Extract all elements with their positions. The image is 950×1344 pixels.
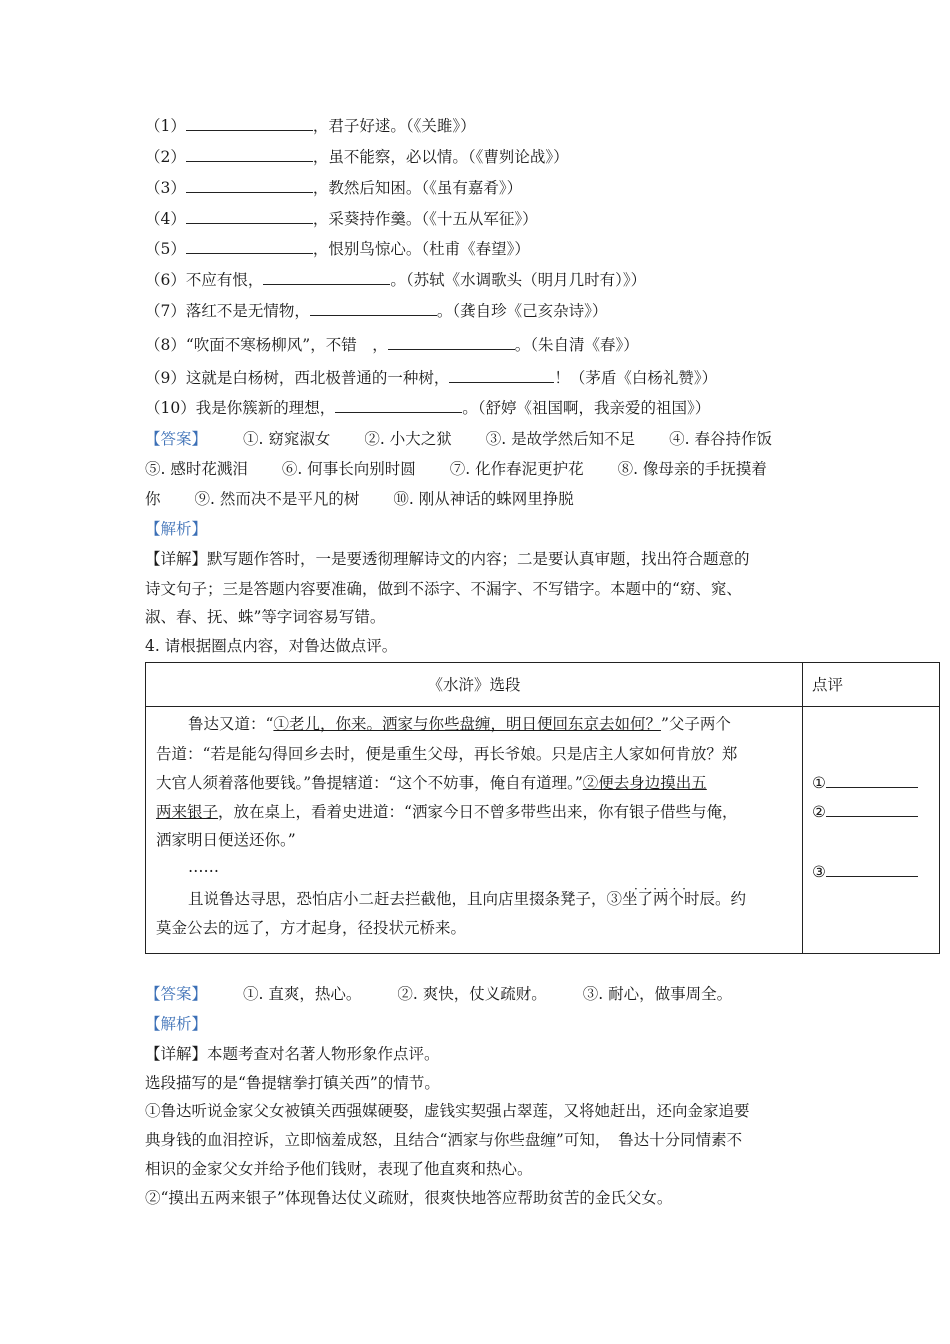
detail-q4-line-6: ②“摸出五两来银子”体现鲁达仗义疏财，很爽快地答应帮助贫苦的金氏父女。 <box>145 1189 673 1207</box>
answer-blank[interactable] <box>186 145 313 162</box>
excerpt-line-3 <box>156 772 707 794</box>
excerpt-table <box>145 662 940 954</box>
answer-item: ④. 春谷持作饭 <box>669 430 772 448</box>
answer-item: ①. 直爽，热心。 <box>243 985 362 1003</box>
table-header-comment: 点评 <box>812 676 844 694</box>
fill-item-5 <box>145 237 530 260</box>
fill-item-6 <box>145 268 646 291</box>
excerpt-text: 且说鲁达寻思，恐怕店小二赶去拦截他，且向店里掇条凳子，③ <box>188 890 623 908</box>
answer-item: ②. 爽快，仗义疏财。 <box>397 985 547 1003</box>
slot-number: ① <box>812 774 826 792</box>
item-text: ，君子好逑。（《关雎》） <box>312 117 476 135</box>
detail-q4-line-5: 相识的金家父女并给予他们钱财，表现了他直爽和热心。 <box>145 1160 533 1178</box>
answer-blank[interactable] <box>186 114 313 131</box>
table-header-divider <box>146 706 939 707</box>
table-header-excerpt: 《水浒》选段 <box>427 676 521 694</box>
answer-item: ①. 窈窕淑女 <box>243 430 331 448</box>
answer-blank[interactable] <box>263 268 390 285</box>
answer-line-3 <box>145 488 574 510</box>
analysis-tag: 【解析】 <box>145 520 208 538</box>
fill-item-3 <box>145 176 522 199</box>
item-text: （6）不应有恨， <box>145 271 264 289</box>
comment-slot-3 <box>812 862 918 881</box>
item-source: 。（龚自珍《己亥杂诗》） <box>436 302 608 320</box>
excerpt-line-6 <box>188 888 746 910</box>
dotted-phrase-3: · · 坐了两个时辰 <box>622 890 715 908</box>
answer-item: ⑦. 化作春泥更护花 <box>449 460 584 478</box>
item-text: （10）我是你簇新的理想， <box>145 399 336 417</box>
answer-line-2 <box>145 458 767 480</box>
item-number: （2） <box>145 148 186 166</box>
item-number: （4） <box>145 210 186 228</box>
item-source: 。（舒婷《祖国啊，我亲爱的祖国》） <box>462 399 711 417</box>
excerpt-line-4 <box>156 801 737 823</box>
item-number: （3） <box>145 179 186 197</box>
circled-sentence-2-cont: 两来银子 <box>156 803 219 821</box>
answer-blank[interactable] <box>449 366 554 383</box>
detail-q4-line-3: ①鲁达听说金家父女被镇关西强媒硬娶，虚钱实契强占翠莲，又将她赶出，还向金家追要 <box>145 1102 750 1120</box>
fill-item-9 <box>145 366 717 389</box>
answer-item: ②. 小大之狱 <box>364 430 452 448</box>
answer-blank[interactable] <box>186 176 313 193</box>
answer-item: ⑨. 然而决不是平凡的树 <box>194 490 360 508</box>
fill-item-1 <box>145 114 476 137</box>
item-number: （1） <box>145 117 186 135</box>
item-text: （8）“吹面不寒杨柳风”，不错 ， <box>145 336 388 354</box>
excerpt-ellipsis: …… <box>188 858 219 876</box>
detail-q4-line-2: 选段描写的是“鲁提辖拳打镇关西”的情节。 <box>145 1074 440 1092</box>
answer-item: ⑩. 刚从神话的蛛网里挣脱 <box>393 490 574 508</box>
answer-blank[interactable] <box>186 207 313 224</box>
detail-line-2: 诗文句子；三是答题内容要准确，做到不添字、不漏字、不写错字。本题中的“窈、窕、 <box>145 580 742 598</box>
item-text: （9）这就是白杨树，西北极普通的一种树， <box>145 369 450 387</box>
comment-blank[interactable] <box>826 862 918 877</box>
excerpt-text: 。约 <box>715 890 747 908</box>
excerpt-text: 鲁达又道：“ <box>188 715 274 733</box>
detail-line-3: 淑、春、抚、蛛”等字词容易写错。 <box>145 608 386 626</box>
item-text: ，恨别鸟惊心。（杜甫《春望》） <box>312 240 530 258</box>
item-number: （5） <box>145 240 186 258</box>
fill-item-8 <box>145 333 639 356</box>
excerpt-line-7: 莫金公去的远了，方才起身，径投状元桥来。 <box>156 919 467 937</box>
detail-text: 默写题作答时，一是要透彻理解诗文的内容；二是要认真审题，找出符合题意的 <box>207 550 750 568</box>
slot-number: ② <box>812 803 826 821</box>
answer-blank[interactable] <box>310 299 437 316</box>
comment-blank[interactable] <box>826 802 918 817</box>
answer-tag: 【答案】 <box>145 985 208 1003</box>
comment-slot-1 <box>812 773 918 792</box>
item-text: ，虽不能察，必以情。（《曹刿论战》） <box>312 148 569 166</box>
item-source: 。（苏轼《水调歌头（明月几时有）》） <box>390 271 647 289</box>
answer-line-q4 <box>145 983 732 1005</box>
item-source: 。（朱自清《春》） <box>514 336 639 354</box>
comment-slot-2 <box>812 802 918 821</box>
answer-blank[interactable] <box>335 396 462 413</box>
circled-sentence-2: ②便去身边摸出五 <box>582 774 707 792</box>
answer-item: ⑧. 像母亲的手抚摸着 <box>617 460 767 478</box>
answer-item: 你 <box>145 490 161 508</box>
excerpt-line-5: 洒家明日便送还你。” <box>156 831 296 849</box>
analysis-tag-q4: 【解析】 <box>145 1015 208 1033</box>
circled-sentence-1: ①老儿，你来。洒家与你些盘缠，明日便回东京去如何？ <box>273 715 661 733</box>
answer-item: ⑤. 感时花溅泪 <box>145 460 248 478</box>
answer-line-1 <box>145 428 772 450</box>
answer-item: ③. 耐心，做事周全。 <box>582 985 733 1003</box>
excerpt-text: ，放在桌上，看着史进道：“洒家今日不曾多带些出来，你有银子借些与俺， <box>218 803 738 821</box>
answer-tag: 【答案】 <box>145 430 208 448</box>
item-text: （7）落红不是无情物， <box>145 302 310 320</box>
answer-blank[interactable] <box>388 333 515 350</box>
detail-q4-line-1 <box>145 1043 440 1065</box>
comment-blank[interactable] <box>826 773 918 788</box>
fill-item-2 <box>145 145 569 168</box>
detail-tag: 【详解】 <box>145 550 208 568</box>
detail-tag: 【详解】 <box>145 1045 208 1063</box>
question-4-title: 4. 请根据圈点内容，对鲁达做点评。 <box>145 637 398 655</box>
fill-item-10 <box>145 396 710 419</box>
detail-q4-line-4: 典身钱的血泪控诉，立即恼羞成怒，且结合“洒家与你些盘缠”可知， 鲁达十分同情素不 <box>145 1131 743 1149</box>
item-text: ，采葵持作羹。（《十五从军征》） <box>312 210 538 228</box>
answer-blank[interactable] <box>186 237 313 254</box>
answer-item: ⑥. 何事长向别时圆 <box>281 460 416 478</box>
detail-text: 本题考查对名著人物形象作点评。 <box>207 1045 440 1063</box>
item-source: ！（茅盾《白杨礼赞》） <box>554 369 718 387</box>
detail-line-1 <box>145 548 750 570</box>
fill-item-7 <box>145 299 607 322</box>
excerpt-text: 大官人须着落他要钱。”鲁提辖道：“这个不妨事，俺自有道理。” <box>156 774 583 792</box>
excerpt-line-1 <box>188 713 731 735</box>
excerpt-line-2: 告道：“若是能勾得回乡去时，便是重生父母，再长爷娘。只是店主人家如何肯放？郑 <box>156 745 738 763</box>
excerpt-text: ”父子两个 <box>660 715 731 733</box>
fill-item-4 <box>145 207 538 230</box>
answer-item: ③. 是故学然后知不足 <box>485 430 636 448</box>
item-text: ，教然后知困。（《虽有嘉肴》） <box>312 179 523 197</box>
slot-number: ③ <box>812 863 826 881</box>
